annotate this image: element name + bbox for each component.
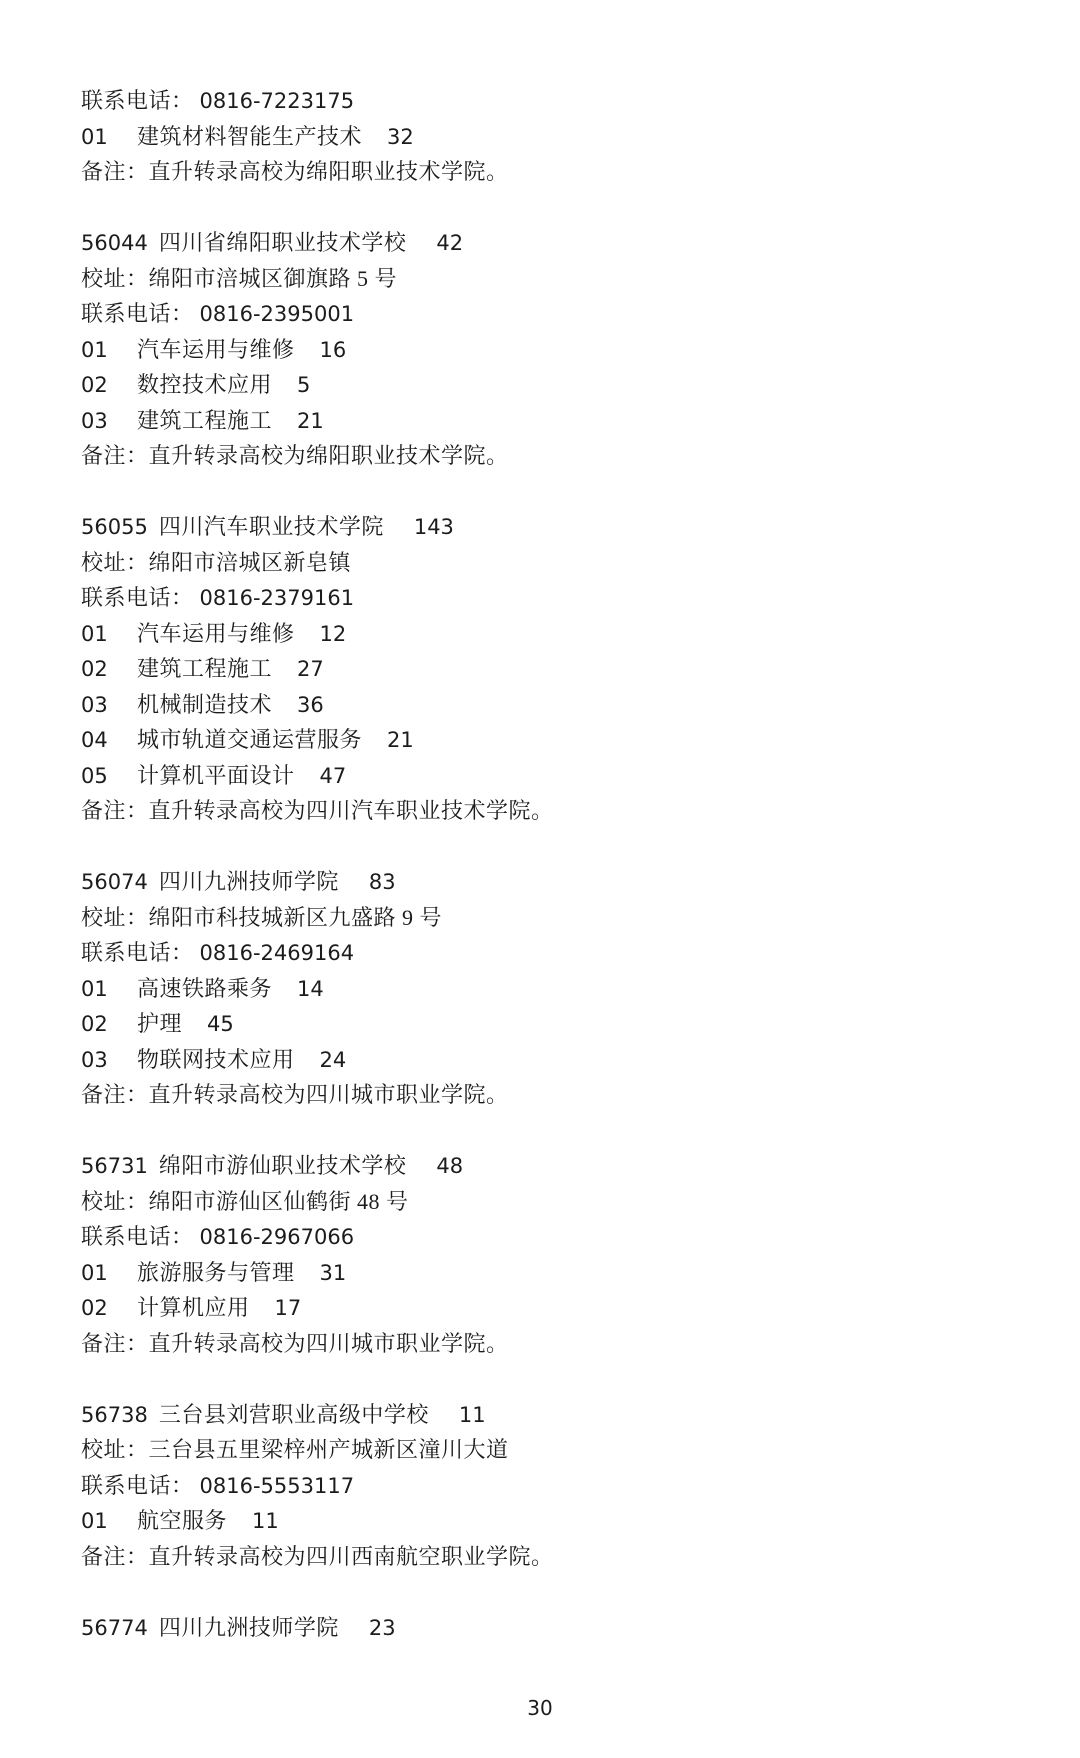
address-label: 校址： <box>81 904 149 930</box>
major-quota: 47 <box>319 763 347 788</box>
major-name: 汽车运用与维修 <box>137 620 295 646</box>
major-name: 机械制造技术 <box>137 691 273 717</box>
school-name: 四川汽车职业技术学院 <box>158 514 384 539</box>
school-name: 绵阳市游仙职业技术学校 <box>158 1153 407 1178</box>
phone-number: 0816-2469164 <box>199 941 355 965</box>
school-phone-line <box>81 935 554 971</box>
major-name: 汽车运用与维修 <box>137 336 295 362</box>
school-name: 四川九洲技师学院 <box>158 1614 339 1640</box>
school-quota: 23 <box>368 1615 396 1640</box>
school-name: 四川九洲技师学院 <box>158 869 339 894</box>
phone-label: 联系电话： <box>81 940 194 965</box>
major-number: 05 <box>81 763 108 788</box>
phone-label: 联系电话： <box>81 1224 194 1249</box>
major-quota: 27 <box>297 657 324 681</box>
major-number: 01 <box>81 124 108 149</box>
major-name: 护理 <box>137 1011 183 1036</box>
major-line <box>81 367 554 403</box>
page-number: 30 <box>527 1696 553 1720</box>
major-name: 高速铁路乘务 <box>137 975 273 1001</box>
school-quota: 48 <box>436 1154 464 1178</box>
school-header-line <box>81 1397 554 1433</box>
phone-label: 联系电话： <box>81 1472 194 1498</box>
address-value: 绵阳市涪城区新皂镇 <box>148 549 352 575</box>
major-line <box>81 687 554 723</box>
major-number: 01 <box>81 337 108 362</box>
school-block <box>81 509 554 829</box>
major-number: 03 <box>81 1047 108 1072</box>
major-number: 04 <box>81 728 108 752</box>
major-quota: 5 <box>297 373 311 397</box>
school-quota: 11 <box>458 1402 486 1427</box>
school-code: 56074 <box>81 870 148 894</box>
phone-number: 0816-2967066 <box>199 1225 355 1249</box>
school-header-line <box>81 1610 554 1646</box>
school-phone-line <box>81 83 554 119</box>
major-quota: 11 <box>252 1509 279 1533</box>
major-number: 02 <box>81 1296 108 1320</box>
address-label: 校址： <box>81 1188 149 1214</box>
major-line <box>81 119 554 155</box>
major-number: 01 <box>81 1509 108 1533</box>
school-code: 56055 <box>81 515 148 539</box>
school-block <box>81 225 554 474</box>
major-quota: 31 <box>319 1260 347 1285</box>
major-line <box>81 758 554 794</box>
school-address-line <box>81 900 554 936</box>
major-line <box>81 616 554 652</box>
address-value: 绵阳市涪城区御旗路 5 号 <box>148 265 398 291</box>
school-note-line: 备注：直升转录高校为四川城市职业学院。 <box>81 1082 509 1107</box>
major-line <box>81 1006 554 1042</box>
major-line <box>81 1255 554 1291</box>
school-note-line: 备注：直升转录高校为四川城市职业学院。 <box>81 1330 509 1356</box>
school-name: 三台县刘营职业高级中学校 <box>158 1401 429 1427</box>
major-line <box>81 1503 554 1539</box>
phone-number: 0816-2395001 <box>199 302 355 326</box>
school-block-continuation <box>81 83 554 190</box>
address-value: 三台县五里梁梓州产城新区潼川大道 <box>148 1437 509 1462</box>
school-phone-line <box>81 1468 554 1504</box>
phone-label: 联系电话： <box>81 301 194 326</box>
major-name: 建筑工程施工 <box>137 407 273 433</box>
major-name: 计算机平面设计 <box>137 762 295 788</box>
school-code: 56738 <box>81 1402 148 1427</box>
major-line <box>81 1042 554 1078</box>
phone-number: 0816-2379161 <box>199 586 355 610</box>
major-number: 02 <box>81 1012 108 1036</box>
major-quota: 12 <box>319 621 347 646</box>
school-note-line: 备注：直升转录高校为绵阳职业技术学院。 <box>81 159 509 184</box>
school-address-line <box>81 1184 554 1220</box>
major-quota: 16 <box>319 337 347 362</box>
school-address-line <box>81 545 554 581</box>
school-note-line: 备注：直升转录高校为四川西南航空职业学院。 <box>81 1543 554 1569</box>
major-quota: 21 <box>297 408 324 433</box>
address-label: 校址： <box>81 549 149 575</box>
school-block <box>81 1148 554 1361</box>
major-number: 01 <box>81 621 108 646</box>
school-quota: 143 <box>413 515 454 539</box>
school-quota: 42 <box>436 231 464 255</box>
major-number: 01 <box>81 1260 108 1285</box>
school-name: 四川省绵阳职业技术学校 <box>158 230 407 255</box>
school-phone-line <box>81 296 554 332</box>
school-code: 56774 <box>81 1615 148 1640</box>
major-line <box>81 403 554 439</box>
school-header-line <box>81 225 554 261</box>
major-quota: 32 <box>387 124 414 149</box>
major-number: 03 <box>81 692 108 717</box>
school-address-line <box>81 261 554 297</box>
major-name: 航空服务 <box>137 1508 228 1533</box>
school-phone-line <box>81 580 554 616</box>
school-address-line <box>81 1432 554 1468</box>
major-line <box>81 651 554 687</box>
phone-number: 0816-5553117 <box>199 1473 355 1498</box>
school-code: 56044 <box>81 231 148 255</box>
address-value: 绵阳市科技城新区九盛路 9 号 <box>148 904 443 930</box>
major-name: 旅游服务与管理 <box>137 1259 295 1285</box>
major-number: 02 <box>81 373 108 397</box>
school-block-partial <box>81 1610 554 1646</box>
school-block <box>81 864 554 1113</box>
phone-number: 0816-7223175 <box>199 89 355 113</box>
major-quota: 45 <box>207 1012 234 1036</box>
phone-label: 联系电话： <box>81 585 194 610</box>
major-quota: 14 <box>297 976 324 1001</box>
school-header-line <box>81 864 554 900</box>
major-line <box>81 332 554 368</box>
school-note-line: 备注：直升转录高校为绵阳职业技术学院。 <box>81 443 509 468</box>
school-note-line: 备注：直升转录高校为四川汽车职业技术学院。 <box>81 798 554 823</box>
school-quota: 83 <box>368 870 396 894</box>
major-line <box>81 722 554 758</box>
major-line <box>81 1290 554 1326</box>
school-block <box>81 1397 554 1575</box>
major-name: 城市轨道交通运营服务 <box>137 727 363 752</box>
major-quota: 21 <box>387 728 414 752</box>
major-number: 02 <box>81 657 108 681</box>
address-label: 校址： <box>81 265 149 291</box>
school-header-line <box>81 1148 554 1184</box>
major-line <box>81 971 554 1007</box>
address-label: 校址： <box>81 1437 149 1462</box>
major-name: 计算机应用 <box>137 1295 250 1320</box>
major-name: 建筑材料智能生产技术 <box>137 123 363 149</box>
major-number: 01 <box>81 976 108 1001</box>
major-name: 数控技术应用 <box>137 372 273 397</box>
page-content <box>81 83 554 1681</box>
address-value: 绵阳市游仙区仙鹤街 48 号 <box>148 1188 409 1214</box>
school-phone-line <box>81 1219 554 1255</box>
major-quota: 36 <box>297 692 324 717</box>
phone-label: 联系电话： <box>81 88 194 113</box>
major-quota: 17 <box>274 1296 302 1320</box>
major-name: 建筑工程施工 <box>137 656 273 681</box>
major-number: 03 <box>81 408 108 433</box>
school-code: 56731 <box>81 1154 148 1178</box>
major-name: 物联网技术应用 <box>137 1046 295 1072</box>
major-quota: 24 <box>319 1047 347 1072</box>
school-header-line <box>81 509 554 545</box>
